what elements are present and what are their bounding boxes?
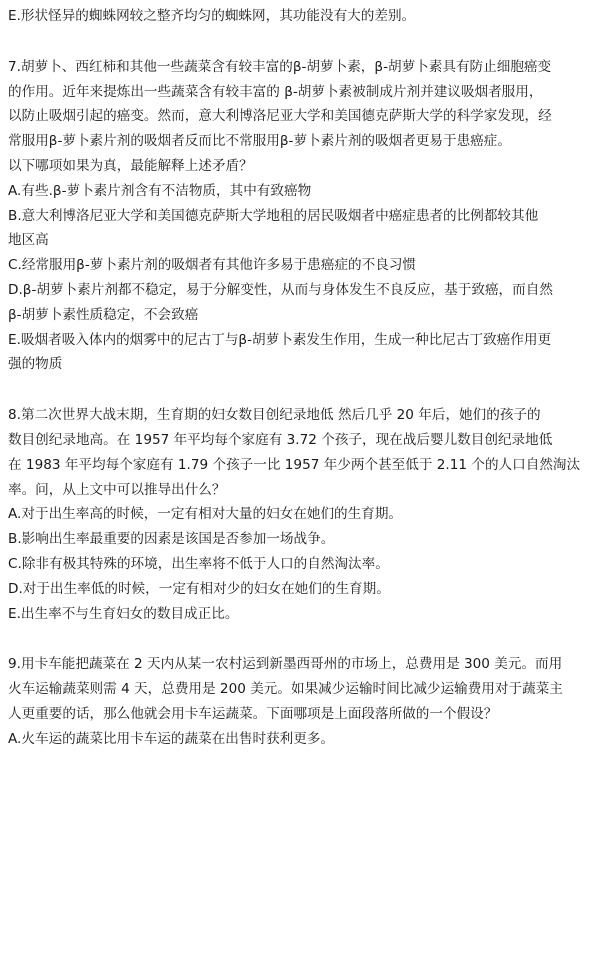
q7-question-prompt: 以下哪项如果为真，最能解释上述矛盾？	[8, 157, 253, 174]
q8-option-b: B.影响出生率最重要的因素是该国是否参加一场战争。	[8, 531, 335, 548]
q8-stem-line: 8.第二次世界大战末期，生育期的妇女数目创纪录地低 然后几乎 20 年后，她们的孩子的	[8, 407, 541, 424]
q7-option-b: B.意大利博洛尼亚大学和美国德克萨斯大学地租的居民吸烟者中癌症患者的比例都较其他	[8, 207, 539, 224]
q7-option-a: A.有些.β-萝卜素片剂含有不洁物质，其中有致癌物	[8, 182, 312, 199]
q8-option-d: D.对于出生率低的时候，一定有相对少的妇女在她们的生育期。	[8, 580, 390, 597]
q7-stem-line: 常服用β-萝卜素片剂的吸烟者反而比不常服用β-萝卜素片剂的吸烟者更易于患癌症。	[8, 133, 511, 150]
q7-option-e: E.吸烟者吸入体内的烟雾中的尼古丁与β-胡萝卜素发生作用，生成一种比尼古丁致癌作用更	[8, 331, 552, 348]
q8-option-a: A.对于出生率高的时候，一定有相对大量的妇女在她们的生育期。	[8, 506, 403, 523]
q7-option-d-cont: β-胡萝卜素性质稳定，不会致癌	[8, 306, 199, 323]
q6-option-e: E.形状怪异的蜘蛛网较之整齐均匀的蜘蛛网，其功能没有大的差别。	[8, 8, 416, 24]
q8-stem-line: 率。问，从上文中可以推导出什么？	[8, 481, 226, 498]
q7-stem-line: 7.胡萝卜、西红柿和其他一些蔬菜含有较丰富的β-胡萝卜素，β-胡萝卜素具有防止细胞癌变	[8, 58, 552, 75]
q7-stem-line: 的作用。近年来提炼出一些蔬菜含有较丰富的 β-胡萝卜素被制成片剂并建议吸烟者服用，	[8, 83, 543, 100]
q9-stem-line: 火车运输蔬菜则需 4 天，总费用是 200 美元。如果减少运输时间比减少运输费用对于蔬菜主	[8, 681, 563, 698]
q7-option-d: D.β-胡萝卜素片剂都不稳定，易于分解变性，从而与身体发生不良反应，基于致癌，而自然	[8, 281, 553, 298]
q9-option-a: A.火车运的蔬菜比用卡车运的蔬菜在出售时获利更多。	[8, 730, 335, 747]
q9-stem-line: 9.用卡车能把蔬菜在 2 天内从某一农村运到新墨西哥州的市场上，总费用是 300 美元。而用	[8, 656, 563, 673]
q8-option-c: C.除非有极其特殊的环境，出生率将不低于人口的自然淘汰率。	[8, 555, 389, 572]
q8-option-e: E.出生率不与生育妇女的数目成正比。	[8, 605, 239, 622]
q7-option-c: C.经常服用β-萝卜素片剂的吸烟者有其他许多易于患癌症的不良习惯	[8, 257, 417, 274]
q8-stem-line: 在 1983 年平均每个家庭有 1.79 个孩子一比 1957 年少两个甚至低于 2.11 个的人口自然淘汰	[8, 456, 581, 473]
question-9	[8, 652, 592, 751]
question-7	[8, 55, 592, 377]
q7-option-b-cont: 地区高	[8, 232, 49, 249]
q7-stem-line: 以防止吸烟引起的癌变。然而，意大利博洛尼亚大学和美国德克萨斯大学的科学家发现，经	[8, 108, 552, 125]
q7-option-e-cont: 强的物质	[8, 356, 63, 373]
question-8	[8, 403, 592, 626]
q8-stem-line: 数目创纪录地高。在 1957 年平均每个家庭有 3.72 个孩子，现在战后婴儿数目创纪录地低	[8, 431, 553, 448]
q9-stem-line: 人更重要的话，那么他就会用卡车运蔬菜。下面哪项是上面段落所做的一个假设？	[8, 705, 498, 722]
